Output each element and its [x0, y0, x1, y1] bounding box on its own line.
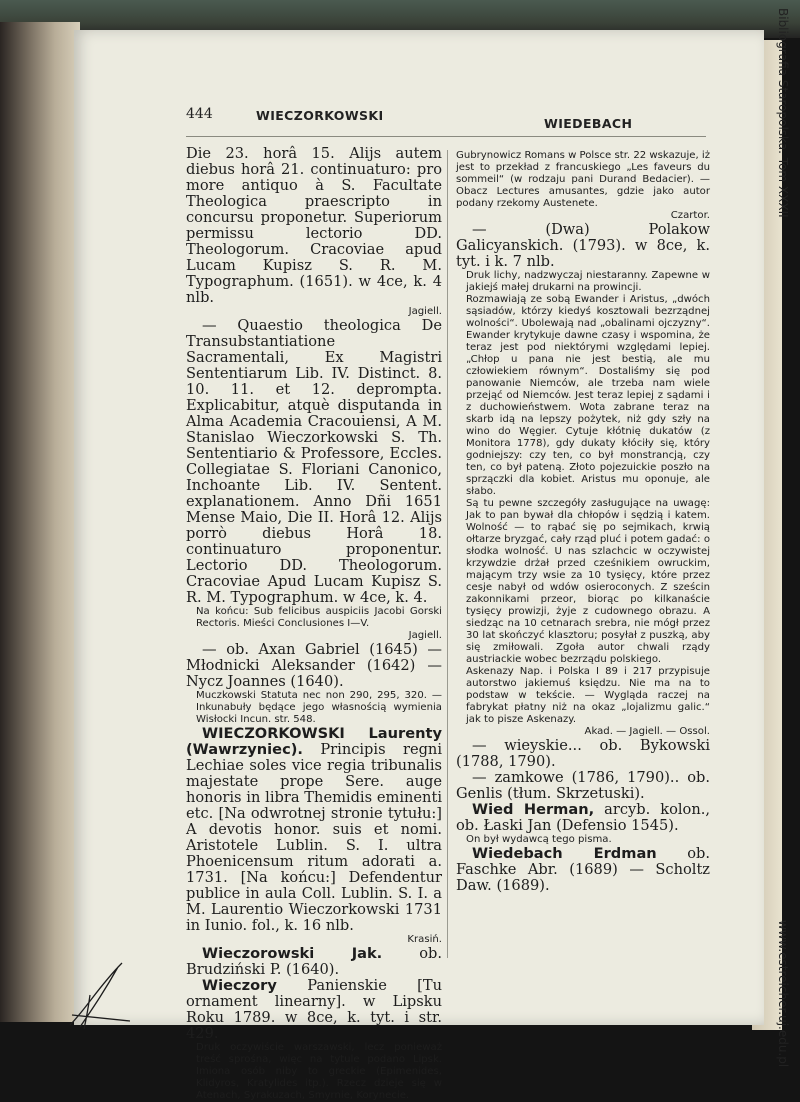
entry-heading: WIECZORKOWSKI Laurenty (Wawrzyniec). [186, 725, 442, 758]
entry-heading: Wied Herman, [472, 801, 595, 818]
running-head-right: WIEDEBACH [544, 116, 633, 131]
entry-text: — wieyskie... ob. Bykowski (1788, 1790). [456, 737, 710, 770]
library-siglum: Jagiell. [408, 306, 442, 317]
library-siglum: Jagiell. [408, 630, 442, 641]
entry-note: Muczkowski Statuta nec non 290, 295, 320. — Inkunabuły będące jego własnością wymienia Wisłocki Incun. str. 548. [196, 690, 442, 725]
entry-note: Rozmawiają ze sobą Ewander i Aristus, „dwóch sąsiadów, którzy kiedyś kosztowali bezrządnej wolności“. Ubolewają nad „obalinami ojczyzny“. Ewander krytykuje dawne czasy i wspomina, że teraz jest pod niektórymi względami lepiej. „Chłop u pana nie jest bestią, ale mu człowiekiem równym“. Dostaliśmy się pod panowanie Niemców, ale trzeba nam wiele przejąć od Niemców. Jest teraz lepiej z sądami i z duchowieństwem. Wota zabrane teraz na skarb idą na lepszy pożytek, niż gdy szły na wino do Węgier. Cytuje kłótnię dukatów (z Monitora 1778), gdy dukaty kłóciły się, który godniejszy: czy ten, co był monstrancją, czy ten, co był pateną. Złoto pojezuickie poszło na sprzączki dla kobiet. Aristus mu oponuje, ale słabo. [466, 294, 710, 497]
entry-note: On był wydawcą tego pisma. [466, 834, 612, 845]
entry-heading: Wieczory [202, 977, 277, 994]
entry-text: Panienskie [Tu ornament linearny]. w Lipsku Roku 1789. w 8ce, k. tyt. i str. 429. [186, 977, 442, 1042]
library-siglum: Krasiń. [407, 934, 442, 945]
collection-label: Bibliografia Staropolska. Tom XXXII [776, 8, 790, 218]
library-siglum: Akad. — Jagiell. — Ossol. [584, 726, 710, 737]
library-siglum: Czartor. [670, 210, 710, 221]
entry-note: Druk lichy, nadzwyczaj niestaranny. Zapewne w jakiejś małej drukarni na prowincji. [466, 270, 710, 293]
entry-heading: Wieczorowski Jak. [202, 945, 383, 962]
column-divider [447, 150, 448, 958]
entry-text: arcyb. kolon., ob. Łaski Jan (Defensio 1545). [456, 801, 710, 834]
right-column [456, 150, 710, 894]
entry-text: — (Dwa) Polakow Galicyanskich. (1793). w 8ce, k. tyt. i k. 7 nlb. [456, 221, 710, 270]
page-number: 444 [186, 106, 213, 122]
entry-text: ob. Faschke Abr. (1689) — Scholtz Daw. (1689). [456, 845, 710, 894]
entry-text: — ob. Axan Gabriel (1645) — Młodnicki Aleksander (1642) — Nycz Joannes (1640). [186, 641, 442, 690]
book-left-pages [0, 22, 80, 1022]
running-head-left: WIECZORKOWSKI [256, 108, 384, 123]
entry-text: — zamkowe (1786, 1790).. ob. Genlis (tłum. Skrzetuski). [456, 769, 710, 802]
entry-text: Die 23. horâ 15. Alijs autem diebus horâ 21. continuaturo: pro more antiquo à S. Facultate Theologica praescripto in concursu proponetur. Superiorum permissu lectorio DD. Theologorum. Cracoviae apud Lucam Kupisz S. R. M. Typographum. (1651). w 4ce, k. 4 nlb. [186, 145, 442, 306]
entry-note: Gubrynowicz Romans w Polsce str. 22 wskazuje, iż jest to przekład z francuskiego „Les faveurs du sommeil“ (w rodzaju pani Durand Bedacier). — Obacz Lectures amusantes, gdzie jako autor podany rzekomy Austenete. [456, 150, 710, 209]
entry-note: Na końcu: Sub felicibus auspiciis Jacobi Gorski Rectoris. Mieści Conclusiones I—V. [196, 606, 442, 629]
entry-note: Askenazy Nap. i Polska I 89 i 217 przypisuje autorstwo jakiemuś księdzu. Nie ma na to podstaw w tekście. — Wygląda raczej na fabrykat płatny niż na okaz „lojalizmu galic.“ jak to pisze Askenazy. [466, 666, 710, 725]
entry-note: Są tu pewne szczegóły zasługujące na uwagę: Jak to pan bywał dla chłopów i sędzią i katem. Wolność — to rąbać się po sejmikach, krwią ołtarze bryzgać, cały rząd pluć i potem gadać: o słodka wolność. U nas szlachcic w oczywistej krzywdzie drżał przed cześnikiem owruckim, mającym trzy wsie za 10 tysięcy, które przez cesje nabył od wdów osieroconych. Z sześcin zakonnikami przeor, biorąc po kilkanaście tysięcy prowizji, żyje z cudownego obrazu. A siedząc na 10 cetnarach srebra, nie mógł przez 30 lat skończyć klasztoru; posyłał z puszką, aby się zmiłowali. Zgoła autor chwali rządy austriackie wobec bezrządu polskiego. [466, 498, 710, 665]
header-rule [186, 136, 706, 137]
entry-text: ob. Brudziński P. (1640). [186, 945, 442, 978]
entry-heading: Wiedebach Erdman [472, 845, 657, 862]
handwritten-signature-mark [60, 955, 140, 1035]
entry-text: — Quaestio theologica De Transubstantiatione Sacramentali, Ex Magistri Sententiarum Lib. IV. Distinct. 8. 10. 11. et 12. deprompta. Explicabitur, atquè disputanda in Alma Academia Cracouiensi, A M. Stanislao Wieczorkowski S. Th. Sententiario & Professore, Eccles. Collegiatae S. Floriani Canonico, Inchoante Lib. IV. Sentent. explanationem. Anno Dñi 1651 Mense Maio, Die II. Horâ 12. Alijs porrò diebus Horâ 18. continuaturo proponentur. Lectorio DD. Theologorum. Cracoviae Apud Lucam Kupisz S. R. M. Typographum. w 4ce, k. 4. [186, 317, 442, 606]
left-column [186, 146, 442, 1102]
entry-note: Druk oczywiście warszawski, lecz ponieważ treść sprośna, więc na tytule podano Lipsk. Imiona osób niby to greckie (Epimenides, Klidyros, Kratylides itp.). Rzecz dzieje się w Atenach, Syrakuzach, Smyrnie, Korynecie. [196, 1042, 442, 1101]
website-label: www.estreicher.uj.edu.pl [776, 920, 790, 1068]
entry-text: Principis regni Lechiae soles vice regia tribunalis majestate prope Sere. auge honoris in libra Themidis eminenti etc. [Na odwrotnej stronie tytułu:] A devotis honor. suis et nomi. Aristotele Lublin. S. I. ultra Phoenicensum ritum adorati a. 1731. [Na końcu:] Defendentur publice in aula Coll. Lublin. S. I. a M. Laurentio Wieczorkowski 1731 in Iunio. fol., k. 16 nlb. [186, 741, 442, 934]
